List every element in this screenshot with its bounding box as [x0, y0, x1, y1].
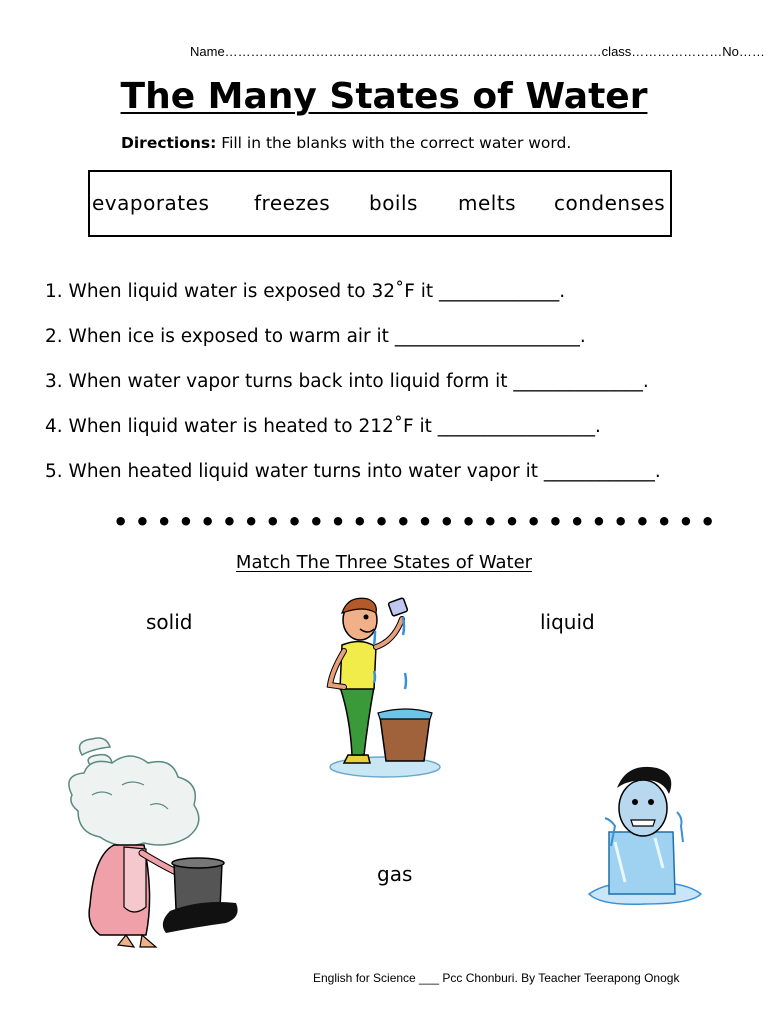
footer-credit: English for Science ___ Pcc Chonburi. By Teacher Teerapong Onogk [313, 971, 680, 985]
name-class-number-line: Name……………………………………………………………………………class…………………No…… [190, 44, 765, 59]
dotted-separator: •••••••••••••••••••••••••••• [113, 508, 722, 536]
word-bank-item: freezes [254, 191, 331, 215]
word-bank-item: melts [458, 191, 517, 215]
question-2: 2. When ice is exposed to warm air it ____________________. [45, 326, 586, 347]
directions-label: Directions: [121, 134, 217, 152]
question-5: 5. When heated liquid water turns into water vapor it ____________. [45, 461, 661, 482]
word-bank-item: condenses [554, 191, 666, 215]
word-bank-item: boils [369, 191, 418, 215]
question-1: 1. When liquid water is exposed to 32˚F it _____________. [45, 281, 566, 302]
question-3: 3. When water vapor turns back into liquid form it ______________. [45, 371, 649, 392]
frozen-man-in-ice-illustration [585, 762, 705, 912]
worksheet-title: The Many States of Water [120, 76, 648, 117]
directions-text: Fill in the blanks with the correct water word. [216, 134, 572, 152]
man-pouring-water-illustration [320, 595, 450, 785]
state-label-liquid: liquid [540, 610, 595, 634]
woman-cooking-steam-illustration [62, 735, 242, 955]
directions [121, 134, 571, 152]
question-4: 4. When liquid water is heated to 212˚F it _________________. [45, 416, 601, 437]
state-label-gas: gas [377, 862, 413, 886]
word-bank-item: evaporates [92, 191, 210, 215]
match-section-title: Match The Three States of Water [235, 552, 533, 573]
state-label-solid: solid [146, 610, 193, 634]
